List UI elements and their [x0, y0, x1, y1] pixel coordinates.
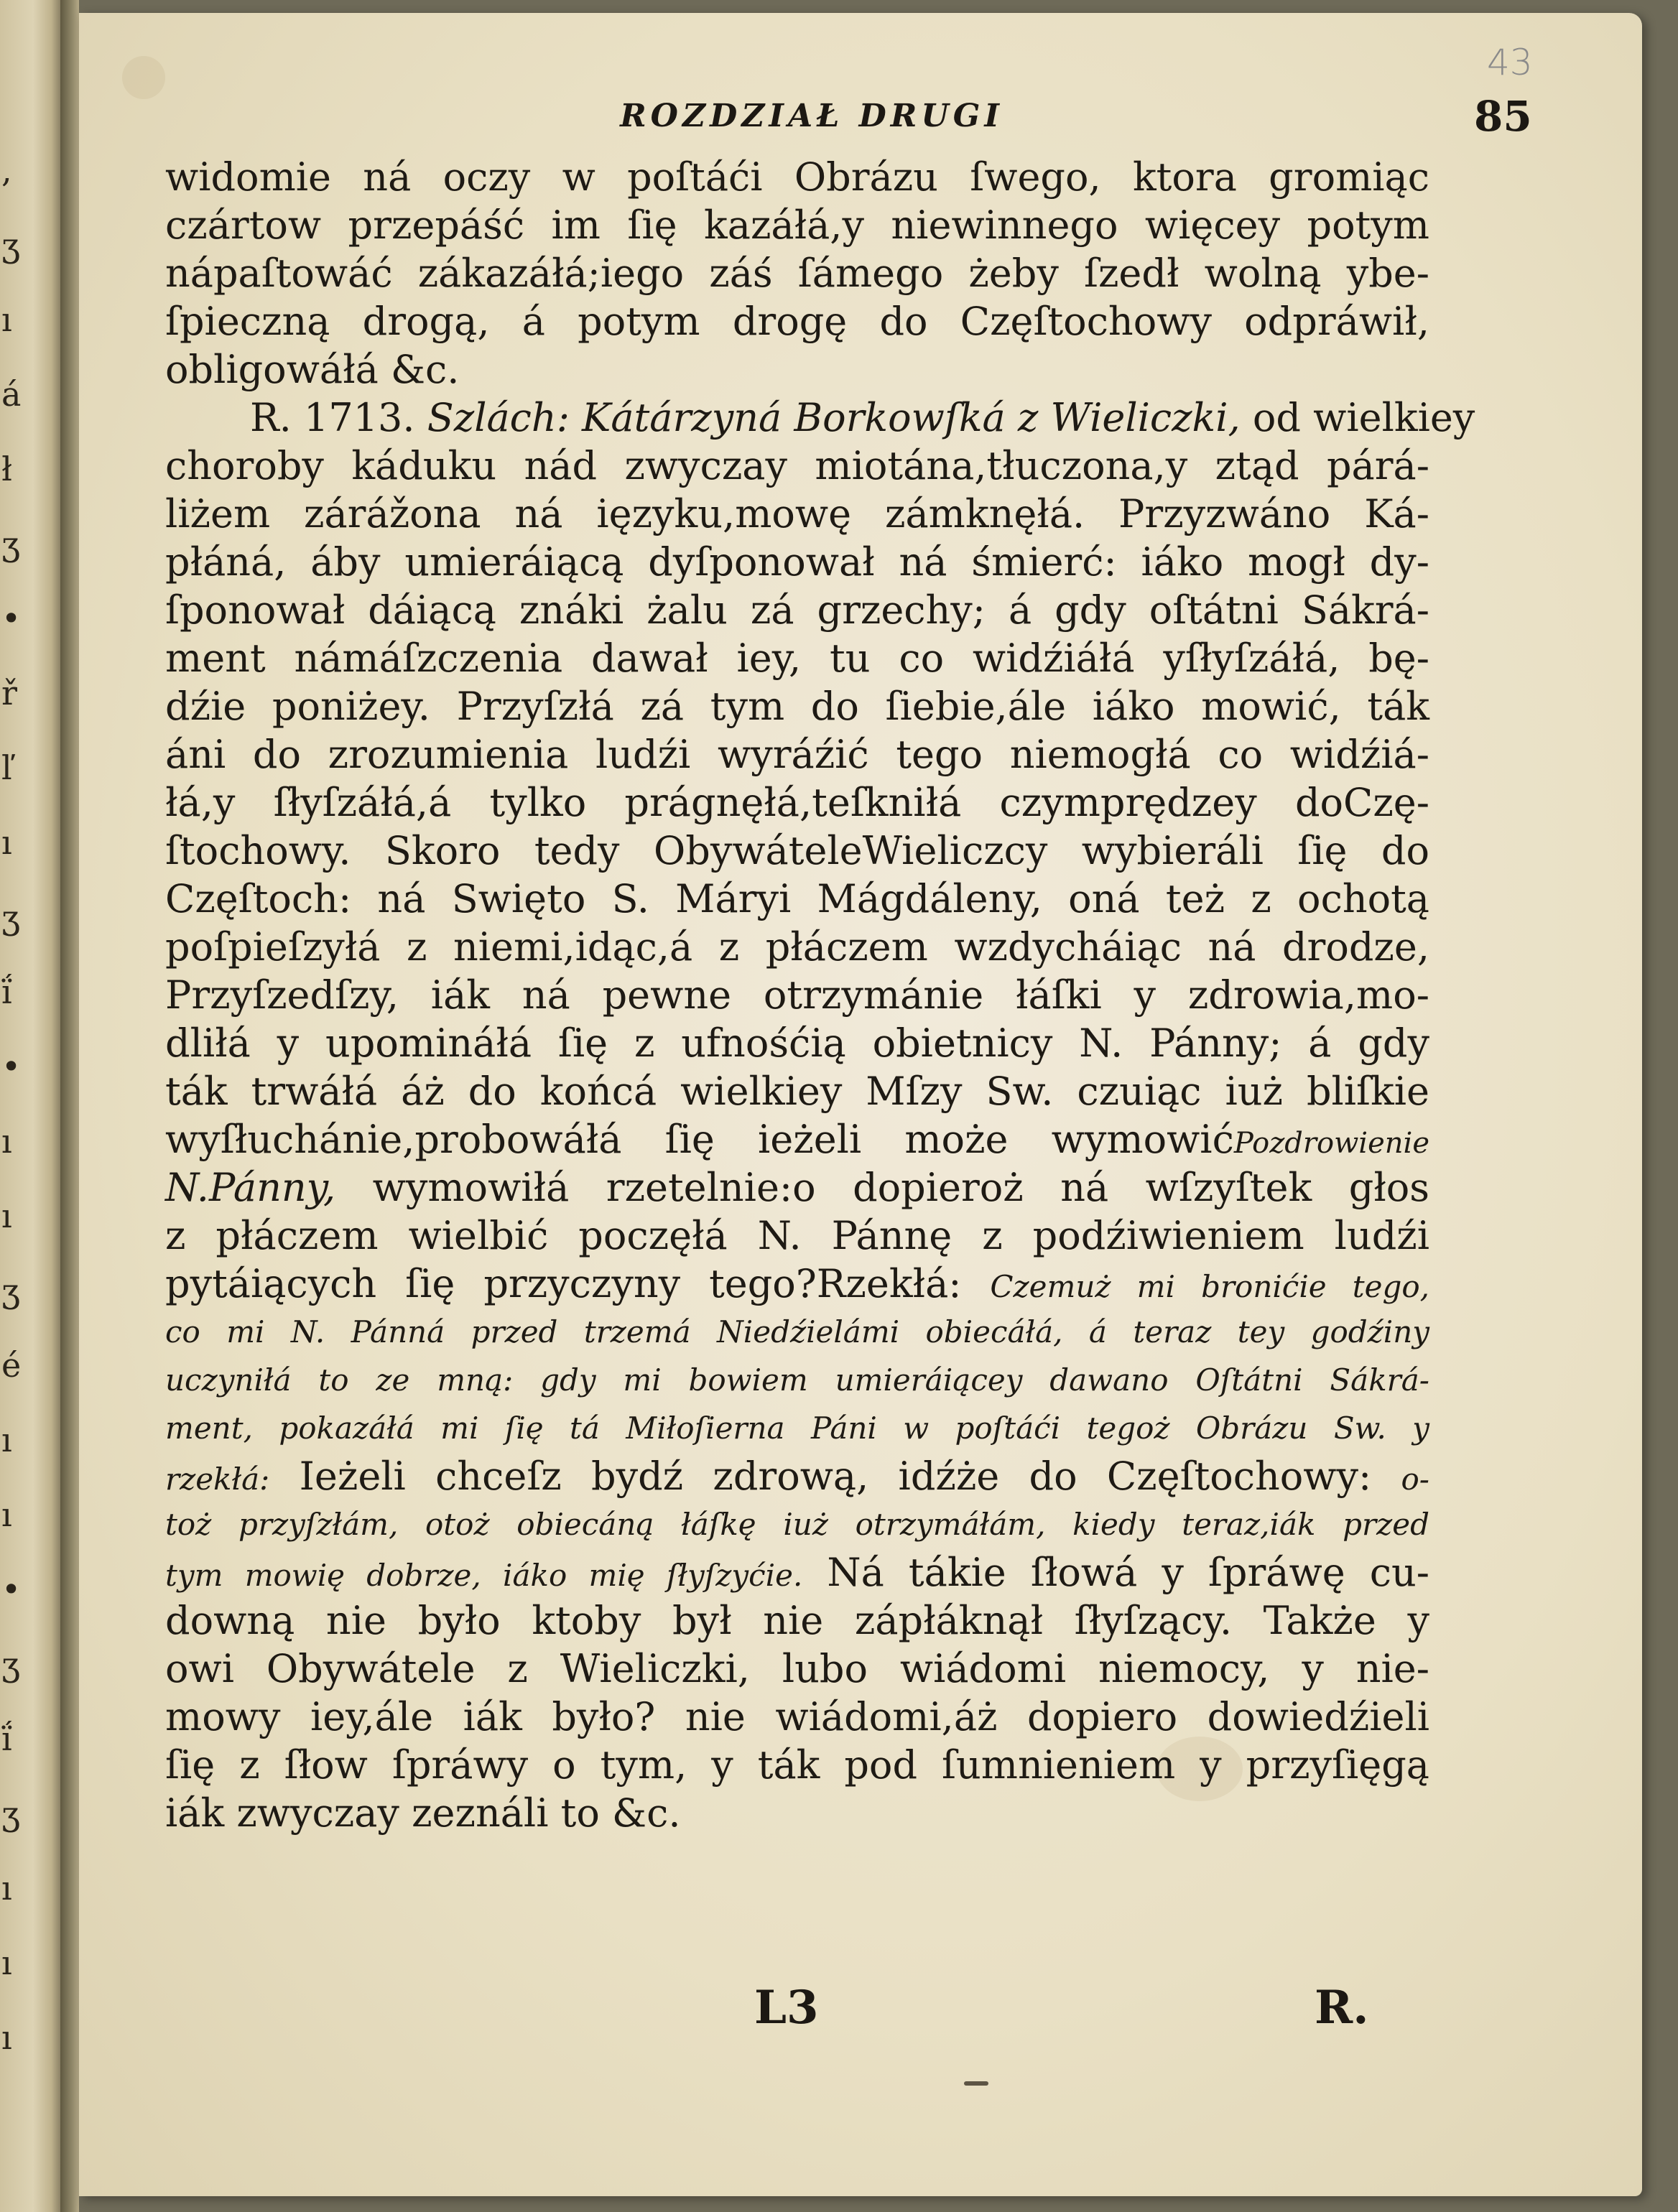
italic-text-line: uczyniłá to ze mną: gdy mi bowiem umieráiącey dawano Oſtátni Sákrá- — [165, 1362, 1429, 1398]
margin-mark: ı — [1, 823, 12, 862]
text-line: liżem zárážona ná ięzyku,mowę zámknęłá. Przyzwáno Ká- — [165, 491, 1429, 536]
margin-mark: á — [1, 375, 22, 414]
book-page — [79, 13, 1642, 2196]
text-line — [165, 1115, 1429, 1163]
italic-fragment: o- — [1401, 1462, 1429, 1497]
text-fragment: Ná tákie ſłowá y ſpráwę cu- — [827, 1550, 1429, 1595]
margin-mark: é — [1, 1346, 22, 1385]
text-line: widomie ná oczy w poſtáći Obrázu ſwego, ktora gromiąc — [165, 154, 1429, 200]
italic-fragment: tym mowię dobrze, iáko mię ſłyſzyćie. — [165, 1558, 803, 1593]
margin-mark: , — [1, 151, 12, 190]
previous-page-edge — [0, 0, 60, 2212]
text-line: mowy iey,ále iák było? nie wiádomi,áż dopiero dowiedźieli — [165, 1694, 1429, 1739]
text-line: choroby káduku nád zwyczay miotána,tłuczona,y ztąd párá- — [165, 443, 1429, 488]
text-line: nápaſtowáć zákazáłá;iego záś ſámego żeby ſzedł wolną ybe- — [165, 251, 1429, 296]
text-line — [165, 394, 1475, 442]
text-line: łá,y ſłyſzáłá,á tylko prágnęłá,teſkniłá czymprędzey doCzę- — [165, 780, 1429, 825]
margin-mark: ı — [1, 1122, 12, 1161]
italic-text-line: ment, pokazáłá mi ſię tá Miłoſierna Páni w poſtáći tegoż Obrázu Sw. y — [165, 1411, 1429, 1446]
margin-mark: ř — [1, 674, 17, 712]
italic-fragment: N.Pánny, — [165, 1165, 336, 1210]
text-line: ſtochowy. Skoro tedy ObywáteleWieliczcy wybieráli ſię do — [165, 828, 1429, 873]
italic-text-line: co mi N. Pánná przed trzemá Niedźielámi obiecáłá, á teraz tey godźiny — [165, 1314, 1429, 1349]
text-fragment: od wielkiey — [1252, 395, 1475, 440]
text-line: dźie poniżey. Przyſzłá zá tym do ſiebie,ále iáko mowić, ták — [165, 684, 1429, 729]
text-line: Częſtoch: ná Swięto S. Máryi Mágdáleny, oná też z ochotą — [165, 876, 1429, 921]
page-stain — [122, 56, 165, 99]
text-line: dliłá y upomináłá ſię z ufnośćią obietnicy N. Pánny; á gdy — [165, 1021, 1429, 1066]
ink-mark — [964, 2081, 988, 2086]
text-line: ták trwáłá áż do końcá wielkiey Mſzy Sw. czuiąc iuż bliſkie — [165, 1069, 1429, 1114]
text-fragment: wyſłuchánie,probowáłá ſię ieżeli może wymowić — [165, 1117, 1234, 1162]
italic-fragment: Pozdrowienie — [1233, 1127, 1429, 1160]
text-line: czártow przepáść im ſię kazáłá,y niewinnego więcey potym — [165, 203, 1429, 248]
margin-mark: ı — [1, 1196, 12, 1235]
text-line: obligowáłá &c. — [165, 347, 460, 392]
text-fragment: pytáiących ſię przyczyny tego?Rzekłá: — [165, 1261, 962, 1306]
text-line: Przyſzedſzy, iák ná pewne otrzymánie łáſki y zdrowia,mo- — [165, 972, 1429, 1018]
text-line: ſponował dáiącą znáki żalu zá grzechy; á gdy oſtátni Sákrá- — [165, 587, 1429, 633]
body-text — [165, 153, 1475, 1837]
margin-mark: ľ — [1, 748, 12, 787]
text-line — [165, 1452, 1429, 1500]
text-line: płáná, áby umieráiącą dyſponował ná śmierć: iáko mogł dy- — [165, 539, 1429, 585]
margin-mark: ı — [1, 300, 12, 339]
margin-mark: • — [1, 599, 22, 638]
margin-mark: ʒ — [1, 1645, 20, 1683]
running-head: ROZDZIAŁ DRUGI — [620, 98, 1003, 134]
text-fragment: wymowiłá rzetelnie:o dopieroż ná wſzyſtek głos — [372, 1165, 1429, 1210]
text-line: poſpieſzyłá z niemi,idąc,á z płáczem wzdycháiąc ná drodze, — [165, 924, 1429, 970]
margin-mark: ı — [1, 1943, 12, 1982]
year-label: R. 1713. — [250, 395, 415, 440]
margin-mark: ı — [1, 2018, 12, 2057]
text-line: owi Obywátele z Wieliczki, lubo wiádomi niemocy, y nie- — [165, 1646, 1429, 1691]
margin-mark: ʒ — [1, 898, 20, 937]
book-spine — [60, 0, 79, 2212]
italic-fragment: rzekłá: — [165, 1462, 270, 1497]
margin-mark: ʒ — [1, 1794, 20, 1833]
italic-fragment: Czemuż mi bronićie tego, — [990, 1269, 1430, 1304]
text-line — [165, 1260, 1429, 1308]
margin-mark: ı — [1, 1869, 12, 1907]
margin-mark: ł — [1, 450, 12, 488]
text-line: ment námáſzczenia dawał iey, tu co widźiáłá yſłyſzáłá, bę- — [165, 636, 1429, 681]
margin-mark: ı — [1, 1495, 12, 1534]
text-line: ſię z ſłow ſpráwy o tym, y ták pod ſumnieniem y przyſięgą — [165, 1742, 1429, 1788]
text-line: z płáczem wielbić poczęłá N. Pánnę z podźiwieniem ludźi — [165, 1213, 1429, 1258]
signature-mark: L3 — [754, 1981, 819, 2035]
margin-mark: ḯ — [1, 972, 12, 1011]
margin-mark: ʒ — [1, 524, 20, 563]
margin-mark: ḯ — [1, 1719, 12, 1758]
text-line: downą nie było ktoby był nie zápłáknął ſłyſzący. Także y — [165, 1598, 1429, 1643]
italic-name: Szlách: Kátárzyná Borkowſká z Wieliczki, — [427, 395, 1241, 440]
text-line — [165, 1548, 1429, 1597]
margin-mark: ı — [1, 1421, 12, 1459]
text-line: iák zwyczay zeználi to &c. — [165, 1790, 681, 1836]
margin-mark: ʒ — [1, 1271, 20, 1310]
page-number: 85 — [1474, 92, 1532, 141]
page-footer — [754, 1981, 1401, 2038]
text-line: áni do zrozumienia ludźi wyráźić tego niemogłá co widźiá- — [165, 732, 1429, 777]
text-line — [165, 1163, 1429, 1212]
text-line: ſpieczną drogą, á potym drogę do Częſtochowy odpráwił, — [165, 299, 1429, 344]
margin-mark: ʒ — [1, 226, 20, 264]
italic-text-line: toż przyſzłám, otoż obiecáną łáſkę iuż otrzymáłám, kiedy teraz,iák przed — [165, 1507, 1429, 1542]
pencil-folio-number: 43 — [1487, 42, 1533, 83]
margin-mark: • — [1, 1570, 22, 1609]
margin-mark: • — [1, 1047, 22, 1086]
catchword: R. — [1315, 1981, 1369, 2035]
text-fragment: Ieżeli chceſz bydź zdrową, idźże do Częſtochowy: — [299, 1454, 1372, 1499]
